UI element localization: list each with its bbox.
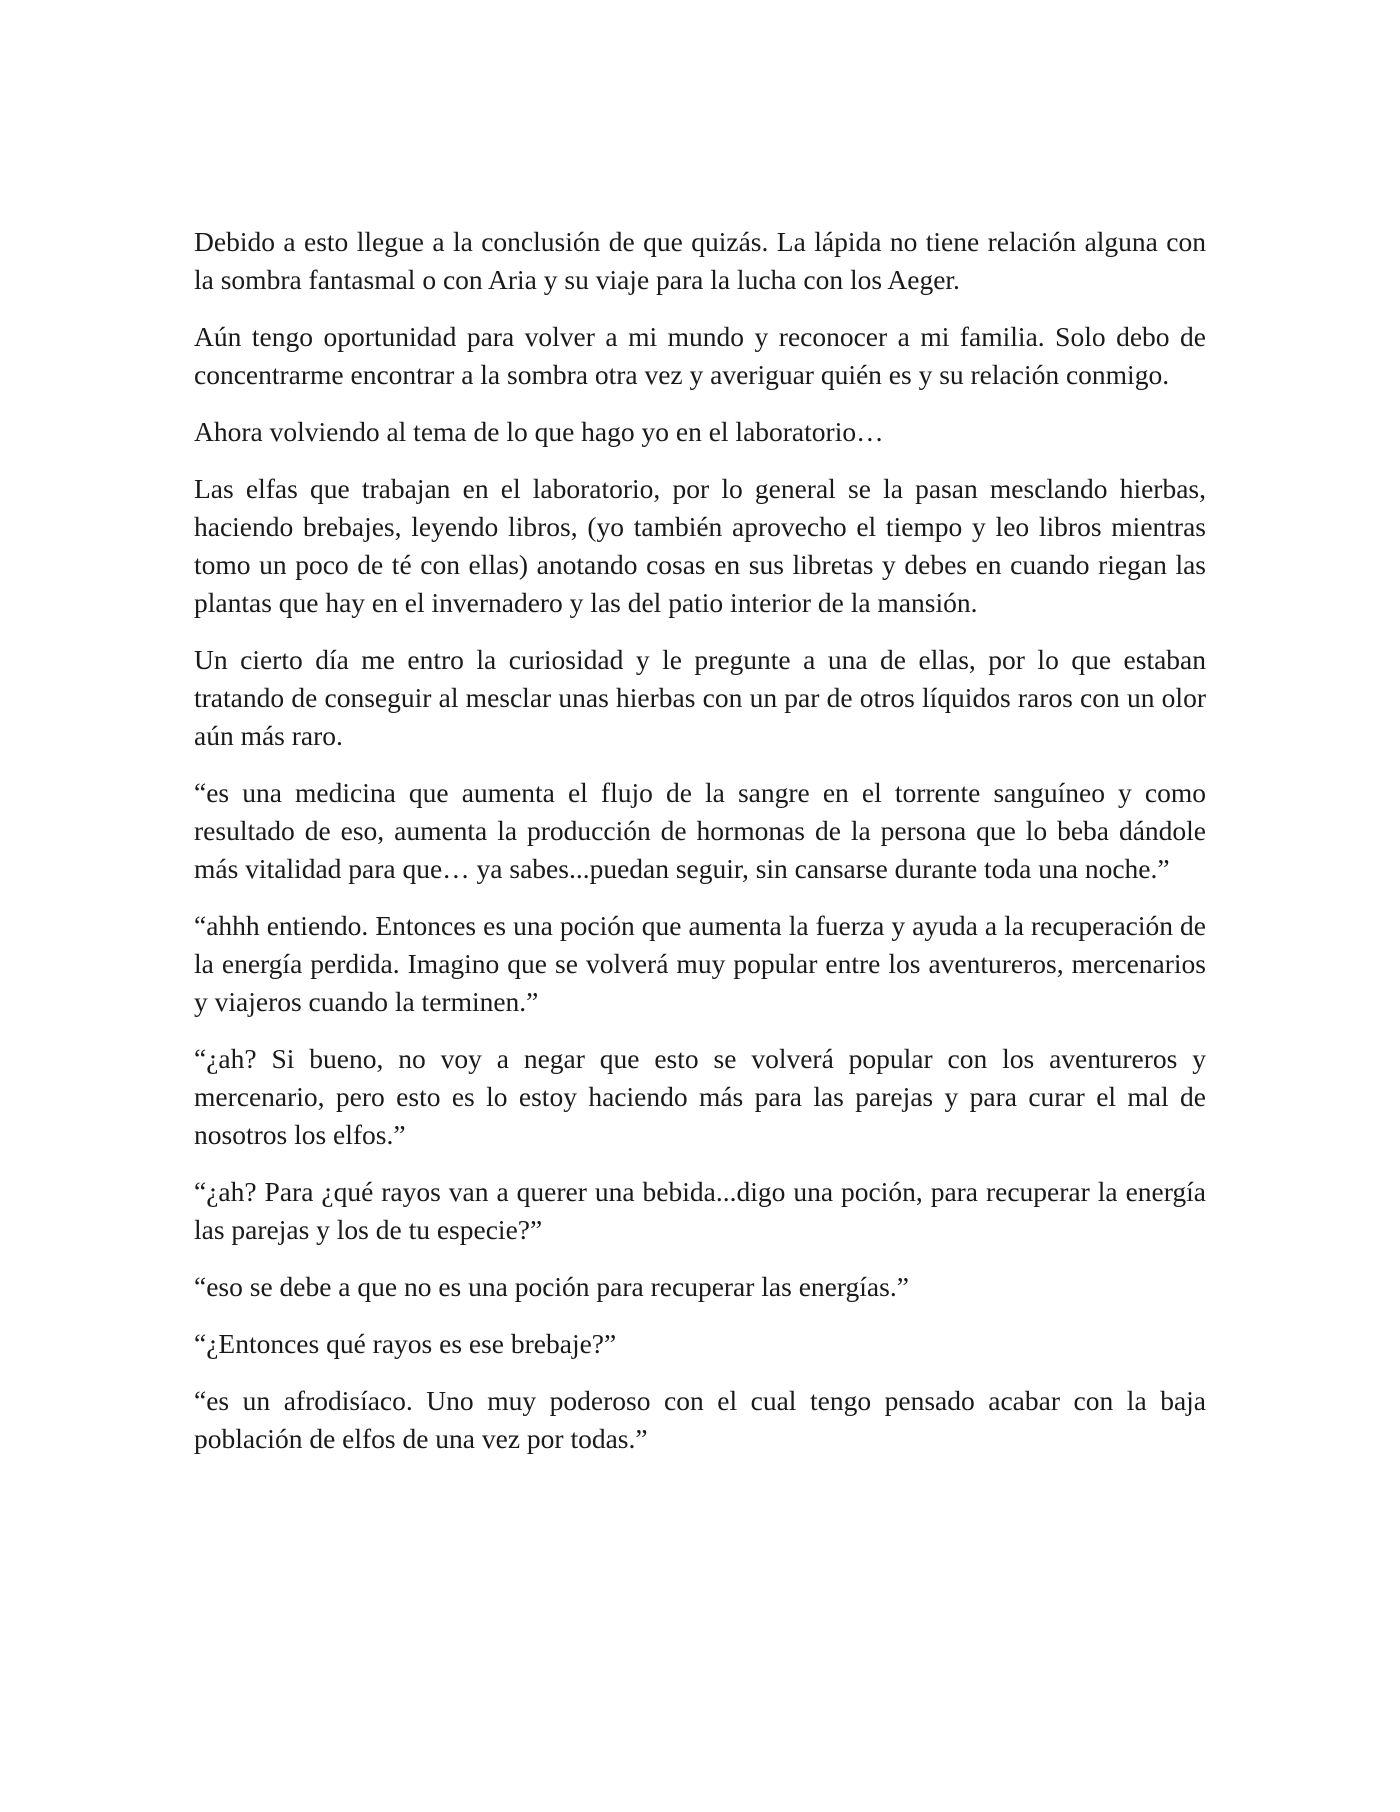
paragraph: Aún tengo oportunidad para volver a mi mundo y reconocer a mi familia. Solo debo de concentrarme encontrar a la sombra otra vez y averiguar quién es y su relación conmigo. [194, 321, 1206, 390]
paragraph: Debido a esto llegue a la conclusión de que quizás. La lápida no tiene relación alguna con la sombra fantasmal o con Aria y su viaje para la lucha con los Aeger. [194, 226, 1206, 295]
paragraph: Ahora volviendo al tema de lo que hago yo en el laboratorio… [194, 416, 884, 447]
paragraph: “¿Entonces qué rayos es ese brebaje?” [194, 1328, 617, 1359]
paragraph: “eso se debe a que no es una poción para recuperar las energías.” [194, 1271, 909, 1302]
body-text [194, 223, 1206, 1477]
paragraph: Un cierto día me entro la curiosidad y le pregunte a una de ellas, por lo que estaban tratando de conseguir al mesclar unas hierbas con un par de otros líquidos raros con un olor aún más raro. [194, 644, 1206, 751]
paragraph: “es un afrodisíaco. Uno muy poderoso con el cual tengo pensado acabar con la baja población de elfos de una vez por todas.” [194, 1385, 1206, 1454]
paragraph: “es una medicina que aumenta el flujo de la sangre en el torrente sanguíneo y como resultado de eso, aumenta la producción de hormonas de la persona que lo beba dándole más vitalidad para que… ya sabes...puedan seguir, sin cansarse durante toda una noche.” [194, 777, 1206, 884]
paragraph: Las elfas que trabajan en el laboratorio, por lo general se la pasan mesclando hierbas, haciendo brebajes, leyendo libros, (yo también aprovecho el tiempo y leo libros mientras tomo un poco de té con ellas) anotando cosas en sus libretas y debes en cuando riegan las plantas que hay en el invernadero y las del patio interior de la mansión. [194, 473, 1206, 618]
paragraph: “¿ah? Para ¿qué rayos van a querer una bebida...digo una poción, para recuperar la energía las parejas y los de tu especie?” [194, 1176, 1206, 1245]
paragraph: “ahhh entiendo. Entonces es una poción que aumenta la fuerza y ayuda a la recuperación de la energía perdida. Imagino que se volverá muy popular entre los aventureros, mercenarios y viajeros cuando la terminen.” [194, 910, 1206, 1017]
paragraph: “¿ah? Si bueno, no voy a negar que esto se volverá popular con los aventureros y mercenario, pero esto es lo estoy haciendo más para las parejas y para curar el mal de nosotros los elfos.” [194, 1043, 1206, 1150]
